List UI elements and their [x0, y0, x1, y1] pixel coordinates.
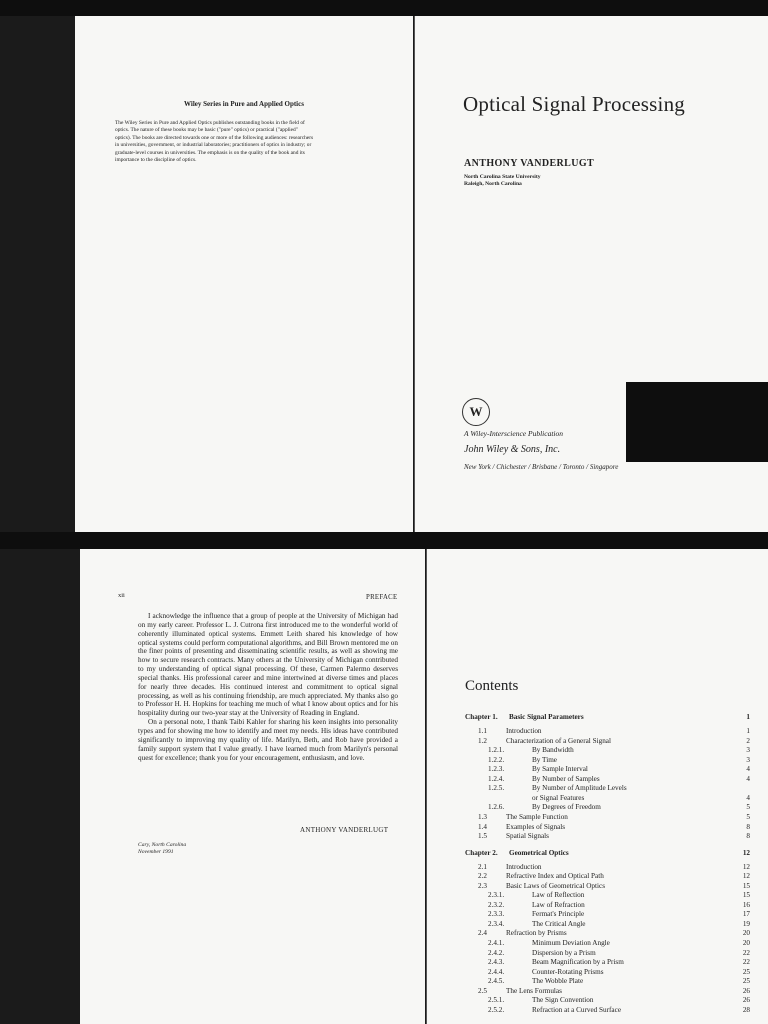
toc-entry-page: 19 — [742, 919, 750, 928]
author-name: ANTHONY VANDERLUGT — [464, 158, 595, 169]
preface-place: Cary, North Carolina — [138, 842, 187, 848]
toc-entry-title: The Wobble Plate — [532, 977, 584, 986]
toc-entry-title: Geometrical Optics — [509, 848, 569, 857]
toc-entry-title: By Number of Samples — [532, 774, 600, 783]
toc-entry-page: 4 — [746, 774, 750, 783]
toc-entry-number: 1.2 — [478, 736, 487, 745]
toc-entry-number: 1.2.1. — [488, 746, 505, 755]
toc-entry-title: Refractive Index and Optical Path — [506, 872, 604, 881]
toc-entry-number: 1.5 — [478, 832, 487, 841]
toc-entry-page: 8 — [746, 822, 750, 831]
toc-entry-title: Basic Signal Parameters — [509, 713, 584, 721]
series-line: graduate-level courses in universities. The emphasis is on the quality of the book and its — [115, 149, 305, 156]
toc-entry-title: Dispersion by a Prism — [532, 948, 596, 957]
toc-entry-page: 22 — [742, 958, 750, 967]
toc-entry-title: Law of Refraction — [532, 900, 585, 909]
book-title: Optical Signal Processing — [463, 92, 685, 116]
toc-entry-number: 2.4.3. — [488, 958, 505, 967]
toc-entry-number: 1.2.6. — [488, 803, 505, 812]
toc-entry-page: 28 — [742, 1005, 750, 1014]
toc-entry-page: 16 — [742, 900, 750, 909]
wiley-logo-glyph: W — [469, 404, 483, 419]
toc-entry-number: 2.3.4. — [488, 919, 505, 928]
toc-entry-number: 2.4 — [478, 929, 487, 938]
toc-entry-number: 1.2.2. — [488, 755, 505, 764]
toc-entry-number: 2.4.5. — [488, 977, 505, 986]
publisher-cities: New York / Chichester / Brisbane / Toronto / Singapore — [464, 463, 619, 471]
toc-entry-number: 2.4.2. — [488, 948, 505, 957]
toc-entry-number: 1.2.5. — [488, 784, 505, 793]
toc-entry-title: The Sign Convention — [532, 996, 594, 1005]
right-black-block — [626, 382, 768, 462]
toc-entry-number: 2.1 — [478, 862, 487, 871]
toc-entry-title: By Degrees of Freedom — [532, 803, 601, 812]
toc-entry-title: Introduction — [506, 727, 542, 735]
toc-entry-page: 2 — [746, 736, 750, 745]
toc-entry-number: Chapter 2. — [465, 848, 498, 857]
toc-entry-title: Refraction by Prisms — [506, 929, 567, 938]
toc-entry-page: 12 — [742, 872, 750, 881]
toc-entry-number: 2.5.1. — [488, 996, 505, 1005]
toc-entry-page: 5 — [746, 812, 750, 821]
toc-entry-page: 20 — [742, 939, 750, 947]
series-line: importance to the discipline of optics. — [115, 157, 197, 164]
toc-entry-number: 1.2.3. — [488, 765, 505, 774]
toc-entry-number: 2.3.1. — [488, 891, 505, 900]
toc-entry-number: 1.4 — [478, 822, 487, 831]
toc-entry-number: 2.5 — [478, 986, 487, 995]
toc-entry-page: 1 — [746, 713, 750, 721]
author-location: Raleigh, North Carolina — [464, 181, 522, 187]
toc-entry-number: 2.3 — [478, 881, 487, 890]
toc-entry-title: Examples of Signals — [506, 822, 566, 831]
preface-paragraph-2: On a personal note, I thank Taibi Kahler for sharing his keen insights into personality types and for showing me how to identify and meet my needs. His ideas have contributed significantly to improving my quality of life. Marilyn, Beth, and Rob have provided a family support system that I value greatly. I have learned much from Marilyn's personal quest for excellence; thank you for your encouragement, enthusiasm, and love. — [138, 718, 398, 762]
preface-text — [138, 612, 398, 762]
toc-entry-number: 2.5.2. — [488, 1005, 505, 1014]
author-affiliation: North Carolina State University — [464, 174, 541, 180]
toc-entry-page: 12 — [742, 848, 750, 857]
contents-heading: Contents — [465, 678, 519, 694]
toc-entry-title: By Bandwidth — [532, 746, 574, 755]
top-left-page — [75, 12, 413, 532]
toc-entry-page: 5 — [746, 803, 750, 812]
toc-entry-page: 3 — [746, 746, 750, 755]
toc-entry-title: Introduction — [506, 862, 542, 871]
toc-entry-number: 2.4.1. — [488, 939, 505, 947]
toc-entry-title: Counter-Rotating Prisms — [532, 967, 604, 976]
toc-entry-page: 4 — [746, 765, 750, 774]
preface-paragraph-1: I acknowledge the influence that a group of people at the University of Michigan had on my early career. Professor L. J. Cutrona first introduced me to the wonderful world of coherently illuminated optical systems. Emmett Leith shared his knowledge of how optical systems could perform computational algorithms, and Bill Brown mentored me on the finer points of presenting and disseminating scientific results, as well as showing me how to secure research contracts. Many others at the University of Michigan contributed to my understanding of optical signal processing. Of these, Carmen Palermo deserves special thanks. His professional career and mine intertwined at diverse times and places for nearly three decades. His continued interest and commitment to optical signal processing, as well as his continuing friendship, are much appreciated. My thanks also go to Professor H. H. Hopkins for teaching me much of what I know about optics and for his hospitality during our two-year stay at the University of Reading in England. — [138, 612, 398, 718]
series-line: optics. The nature of these books may be basic ("pure" optics) or practical ("applied" — [115, 127, 298, 134]
toc-entry-title: The Critical Angle — [532, 919, 586, 928]
series-line: optics). The books are directed towards one or more of the following audiences: researchers — [115, 134, 314, 141]
wiley-logo-icon — [462, 398, 490, 426]
toc-entry-title: By Sample Interval — [532, 765, 588, 774]
toc-entry-title: The Sample Function — [506, 812, 568, 821]
toc-entry-page: 25 — [742, 977, 750, 986]
toc-entry-title: Minimum Deviation Angle — [532, 939, 610, 947]
toc-entry-number: 2.3.2. — [488, 900, 505, 909]
series-line: The Wiley Series in Pure and Applied Optics publishes outstanding books in the field of — [115, 120, 305, 126]
toc-entry-page: 12 — [742, 862, 750, 871]
toc-entry-page: 15 — [742, 881, 750, 890]
toc-entry-number: 2.2 — [478, 872, 487, 881]
toc-entry-title: The Lens Formulas — [506, 986, 562, 995]
toc-entry-title: Spatial Signals — [506, 832, 549, 841]
toc-entry-page: 4 — [746, 793, 750, 802]
toc-entry-page: 25 — [742, 967, 750, 976]
toc-entry-page: 8 — [746, 832, 750, 841]
toc-entry-title: Fermat's Principle — [532, 910, 585, 919]
preface-signature: ANTHONY VANDERLUGT — [300, 826, 389, 834]
toc-entry-page: 15 — [742, 891, 750, 900]
toc-entry-title: Law of Reflection — [532, 891, 585, 900]
toc-entry-title: or Signal Features — [532, 793, 585, 802]
series-title: Wiley Series in Pure and Applied Optics — [184, 100, 304, 108]
top-gutter — [414, 16, 415, 532]
toc-entry-title: Characterization of a General Signal — [506, 736, 611, 745]
toc-entry-page: 20 — [742, 929, 750, 938]
toc-entry-page: 1 — [746, 727, 750, 735]
toc-entry-page: 17 — [742, 910, 750, 919]
toc-entry-number: 2.3.3. — [488, 910, 505, 919]
preface-page-number: xii — [118, 592, 125, 599]
toc-entry-number: Chapter 1. — [465, 713, 498, 721]
toc-entry-title: Refraction at a Curved Surface — [532, 1005, 622, 1014]
series-description — [115, 120, 405, 164]
bottom-gutter — [426, 549, 427, 1024]
middle-band — [0, 532, 768, 549]
series-line: in universities, government, or industrial laboratories; practitioners of optics in industry; or — [115, 142, 312, 149]
preface-running-head: PREFACE — [366, 594, 398, 601]
publisher-name: John Wiley & Sons, Inc. — [464, 444, 561, 455]
toc-entry-title: Beam Magnification by a Prism — [532, 958, 624, 967]
toc-entry-title: By Number of Amplitude Levels — [532, 784, 627, 793]
toc-entry-title: Basic Laws of Geometrical Optics — [506, 881, 605, 890]
toc-entry-page: 22 — [742, 948, 750, 957]
preface-date: November 1991 — [138, 849, 174, 855]
toc-entry-title: By Time — [532, 755, 557, 764]
top-edge-band — [0, 0, 768, 16]
toc-entry-number: 1.1 — [478, 727, 487, 735]
toc-entry-number: 1.2.4. — [488, 774, 505, 783]
toc-entry-number: 1.3 — [478, 812, 487, 821]
toc-entry-page: 26 — [742, 986, 750, 995]
publication-line: A Wiley-Interscience Publication — [464, 429, 563, 438]
toc-entry-page: 3 — [746, 755, 750, 764]
toc-entry-page: 26 — [742, 996, 750, 1005]
toc-entry-number: 2.4.4. — [488, 967, 505, 976]
